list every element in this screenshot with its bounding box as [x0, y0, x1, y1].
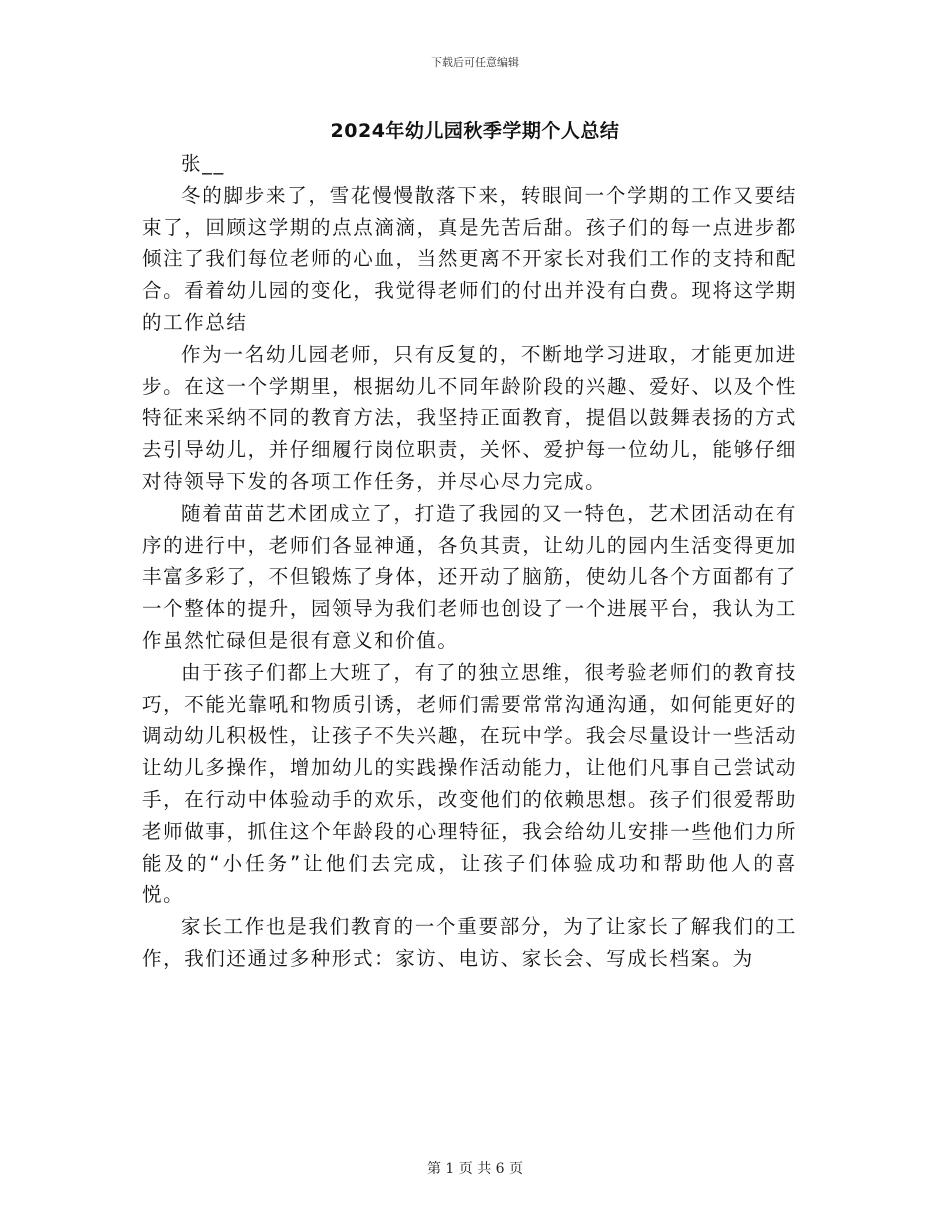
author-name: 张__ — [181, 152, 225, 175]
paragraph-intro: 冬的脚步来了，雪花慢慢散落下来，转眼间一个学期的工作又要结束了，回顾这学期的点点滴滴，真是先苦后甜。孩子们的每一点进步都倾注了我们每位老师的心血，当然更离不开家长对我们工作的支持和配合。看着幼儿园的变化，我觉得老师们的付出并没有白费。现将这学期的工作总结 — [142, 183, 797, 334]
document-title: 2024年幼儿园秋季学期个人总结 — [330, 120, 620, 142]
page-number-footer: 第 1 页 共 6 页 — [426, 1161, 524, 1177]
paragraph-art-troupe: 随着苗苗艺术团成立了，打造了我园的又一特色，艺术团活动在有序的进行中，老师们各显神通，各负其责，让幼儿的园内生活变得更加丰富多彩了，不但锻炼了身体，还开动了脑筋，使幼儿各个方面都有了一个整体的提升，园领导为我们老师也创设了一个进展平台，我认为工作虽然忙碌但是很有意义和价值。 — [142, 501, 797, 652]
document-body — [142, 148, 797, 975]
paragraph-teaching: 作为一名幼儿园老师，只有反复的，不断地学习进取，才能更加进步。在这一个学期里，根据幼儿不同年龄阶段的兴趣、爱好、以及个性特征来采纳不同的教育方法，我坚持正面教育，提倡以鼓舞表扬的方式去引导幼儿，并仔细履行岗位职责，关怀、爱护每一位幼儿，能够仔细对待领导下发的各项工作任务，并尽心尽力完成。 — [142, 342, 797, 493]
page-header-note: 下载后可任意编辑 — [431, 56, 519, 69]
paragraph-parent-work: 家长工作也是我们教育的一个重要部分，为了让家长了解我们的工作，我们还通过多种形式：家访、电访、家长会、写成长档案。为 — [142, 915, 797, 970]
paragraph-senior-class: 由于孩子们都上大班了，有了的独立思维，很考验老师们的教育技巧，不能光靠吼和物质引诱，老师们需要常常沟通沟通，如何能更好的调动幼儿积极性，让孩子不失兴趣，在玩中学。我会尽量设计一些活动让幼儿多操作，增加幼儿的实践操作活动能力，让他们凡事自己尝试动手，在行动中体验动手的欢乐，改变他们的依赖思想。孩子们很爱帮助老师做事，抓住这个年龄段的心理特征，我会给幼儿安排一些他们力所能及的“小任务”让他们去完成，让孩子们体验成功和帮助他人的喜悦。 — [142, 660, 797, 907]
